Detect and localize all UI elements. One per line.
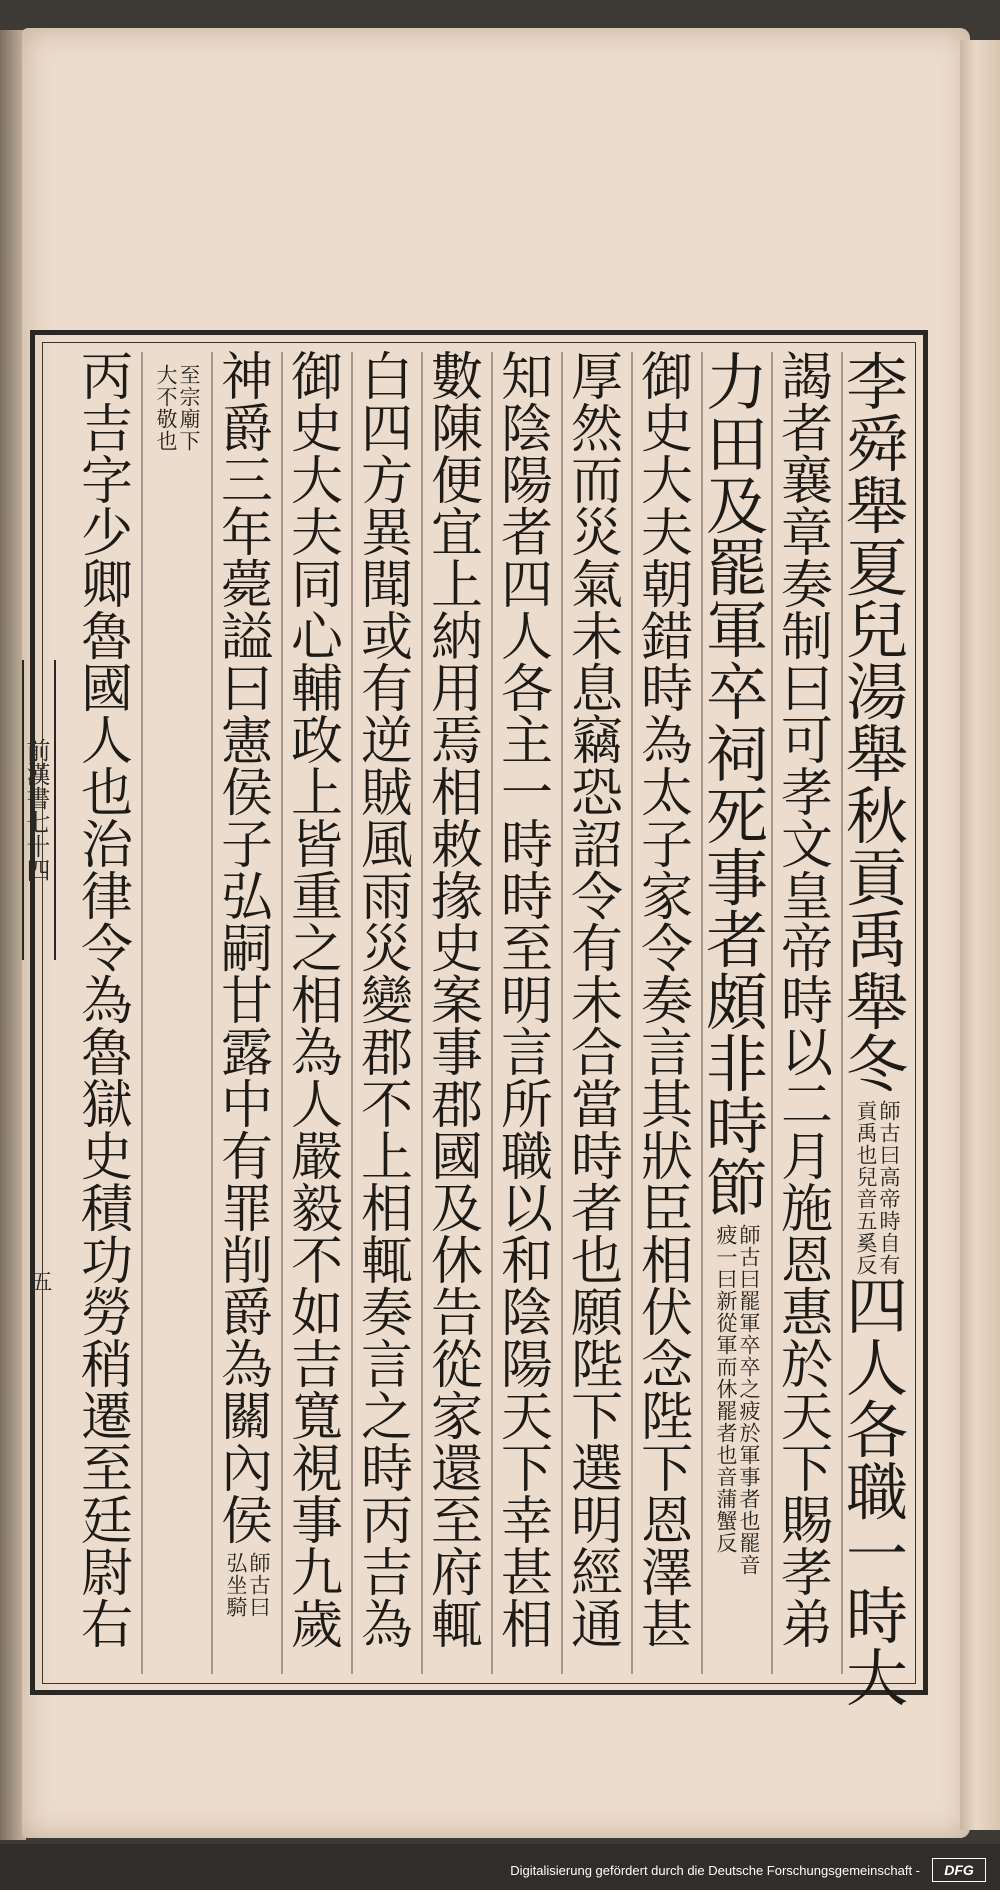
character: 薨 xyxy=(220,556,273,616)
character: 令 xyxy=(80,920,133,980)
character: 時 xyxy=(360,1440,413,1500)
character: 神 xyxy=(220,348,273,408)
dfg-logo: DFG xyxy=(932,1858,986,1882)
character: 息 xyxy=(570,660,623,720)
character: 者 xyxy=(500,504,553,564)
funding-credit: Digitalisierung gefördert durch die Deutsche Forschungsgemeinschaft - xyxy=(510,1863,920,1878)
character: 或 xyxy=(360,608,413,668)
character: 賜 xyxy=(780,1492,833,1552)
character: 甘 xyxy=(220,972,273,1032)
character: 明 xyxy=(500,972,553,1032)
note-line: 貢禹也兒音五奚反 xyxy=(854,1100,878,1276)
character: 選 xyxy=(570,1440,623,1500)
character: 為 xyxy=(640,712,693,772)
character: 相 xyxy=(430,764,483,824)
character: 孝 xyxy=(780,764,833,824)
character: 皇 xyxy=(780,868,833,928)
character: 李 xyxy=(845,346,908,419)
character: 嚴 xyxy=(290,1128,343,1188)
character: 貢 xyxy=(845,842,908,915)
column-rule xyxy=(491,352,493,1674)
character: 不 xyxy=(360,1076,413,1136)
character: 合 xyxy=(570,1024,623,1084)
character: 弟 xyxy=(780,1596,833,1656)
character: 陰 xyxy=(500,400,553,460)
character: 重 xyxy=(290,868,343,928)
character: 明 xyxy=(570,1492,623,1552)
character: 焉 xyxy=(430,712,483,772)
character: 災 xyxy=(570,504,623,564)
character: 人 xyxy=(500,608,553,668)
column-rule xyxy=(771,352,773,1674)
character: 子 xyxy=(220,816,273,876)
character: 氣 xyxy=(570,556,623,616)
character: 有 xyxy=(570,920,623,980)
character: 陛 xyxy=(570,1336,623,1396)
character: 通 xyxy=(570,1596,623,1656)
character: 下 xyxy=(500,1440,553,1500)
character: 子 xyxy=(640,816,693,876)
character: 四 xyxy=(360,400,413,460)
character: 時 xyxy=(640,660,693,720)
character: 以 xyxy=(780,1024,833,1084)
character: 勞 xyxy=(80,1284,133,1344)
character: 輒 xyxy=(430,1596,483,1656)
character: 廷 xyxy=(80,1492,133,1552)
character: 吉 xyxy=(80,400,133,460)
character: 大 xyxy=(290,452,343,512)
character: 襄 xyxy=(780,452,833,512)
character: 史 xyxy=(640,400,693,460)
character: 力 xyxy=(705,346,768,419)
character: 異 xyxy=(360,504,413,564)
character: 侯 xyxy=(220,764,273,824)
character: 竊 xyxy=(570,712,623,772)
character: 字 xyxy=(80,452,133,512)
note-line: 至宗廟下 xyxy=(177,364,201,452)
character: 言 xyxy=(500,1024,553,1084)
character: 為 xyxy=(220,1336,273,1396)
note-line: 疲一曰新從軍而休罷者也音蒲蟹反 xyxy=(714,1224,738,1554)
character: 獄 xyxy=(80,1076,133,1136)
character: 頗 xyxy=(705,966,768,1039)
character: 從 xyxy=(430,1336,483,1396)
text-column xyxy=(142,360,212,1682)
text-column xyxy=(212,348,282,1674)
character: 有 xyxy=(360,660,413,720)
character: 內 xyxy=(220,1440,273,1500)
character: 當 xyxy=(570,1076,623,1136)
character: 相 xyxy=(500,1596,553,1656)
character: 露 xyxy=(220,1024,273,1084)
character: 二 xyxy=(780,1076,833,1136)
character: 令 xyxy=(570,868,623,928)
column-rule xyxy=(701,352,703,1674)
character: 天 xyxy=(500,1388,553,1448)
character: 御 xyxy=(290,348,343,408)
character: 憲 xyxy=(220,712,273,772)
character: 也 xyxy=(80,764,133,824)
character: 時 xyxy=(570,1128,623,1188)
character: 政 xyxy=(290,712,343,772)
character: 職 xyxy=(845,1456,908,1529)
character: 舉 xyxy=(845,966,908,1039)
character: 九 xyxy=(290,1544,343,1604)
interlinear-note xyxy=(225,1552,269,1618)
character: 事 xyxy=(290,1492,343,1552)
character: 可 xyxy=(780,712,833,772)
character: 謁 xyxy=(780,348,833,408)
character: 下 xyxy=(640,1440,693,1500)
character: 事 xyxy=(430,1024,483,1084)
character: 吉 xyxy=(290,1336,343,1396)
character: 至 xyxy=(430,1492,483,1552)
character: 節 xyxy=(705,1152,768,1225)
page-number: 五 xyxy=(27,1270,52,1292)
character: 為 xyxy=(360,1596,413,1656)
character: 少 xyxy=(80,504,133,564)
character: 謚 xyxy=(220,608,273,668)
character: 一 xyxy=(845,1518,908,1591)
character: 者 xyxy=(780,400,833,460)
character: 錯 xyxy=(640,608,693,668)
character: 於 xyxy=(780,1336,833,1396)
character: 雨 xyxy=(360,868,413,928)
character: 孝 xyxy=(780,1544,833,1604)
column-rule xyxy=(281,352,283,1674)
character: 罷 xyxy=(705,532,768,605)
character: 如 xyxy=(290,1284,343,1344)
character: 之 xyxy=(290,920,343,980)
character: 及 xyxy=(430,1180,483,1240)
character: 死 xyxy=(705,780,768,853)
text-column xyxy=(632,348,702,1674)
character: 奏 xyxy=(360,1284,413,1344)
character: 案 xyxy=(430,972,483,1032)
character: 削 xyxy=(220,1232,273,1292)
character: 賊 xyxy=(360,764,413,824)
character: 大 xyxy=(640,452,693,512)
character: 年 xyxy=(220,504,273,564)
character: 田 xyxy=(705,408,768,481)
character: 三 xyxy=(220,452,273,512)
character: 臣 xyxy=(640,1180,693,1240)
character: 御 xyxy=(640,348,693,408)
right-page-edge xyxy=(960,40,1000,1830)
character: 國 xyxy=(430,1128,483,1188)
character: 惠 xyxy=(780,1284,833,1344)
character: 厚 xyxy=(570,348,623,408)
character: 上 xyxy=(290,764,343,824)
character: 詔 xyxy=(570,816,623,876)
character: 皆 xyxy=(290,816,343,876)
character: 罪 xyxy=(220,1180,273,1240)
character: 湯 xyxy=(845,656,908,729)
character: 其 xyxy=(640,1076,693,1136)
character: 軍 xyxy=(705,594,768,667)
text-column xyxy=(702,346,772,1674)
character: 丙 xyxy=(360,1492,413,1552)
character: 爵 xyxy=(220,1284,273,1344)
text-column xyxy=(352,348,422,1674)
character: 功 xyxy=(80,1232,133,1292)
character: 風 xyxy=(360,816,413,876)
character: 者 xyxy=(705,904,768,977)
character: 狀 xyxy=(640,1128,693,1188)
character: 帝 xyxy=(780,920,833,980)
note-line: 弘坐騎 xyxy=(224,1552,248,1618)
character: 律 xyxy=(80,868,133,928)
character: 秋 xyxy=(845,780,908,853)
character: 一 xyxy=(500,764,553,824)
character: 至 xyxy=(500,920,553,980)
text-column xyxy=(842,346,912,1715)
character: 不 xyxy=(290,1232,343,1292)
character: 為 xyxy=(290,1024,343,1084)
character: 恐 xyxy=(570,764,623,824)
column-rule xyxy=(561,352,563,1674)
character: 用 xyxy=(430,660,483,720)
text-column xyxy=(492,348,562,1674)
character: 卒 xyxy=(705,656,768,729)
character: 魯 xyxy=(80,1024,133,1084)
character: 尉 xyxy=(80,1544,133,1604)
character: 主 xyxy=(500,712,553,772)
character: 時 xyxy=(780,972,833,1032)
character: 相 xyxy=(360,1180,413,1240)
character: 太 xyxy=(640,764,693,824)
character: 侯 xyxy=(220,1492,273,1552)
character: 兒 xyxy=(845,594,908,667)
column-rule xyxy=(141,352,143,1674)
character: 月 xyxy=(780,1128,833,1188)
character: 人 xyxy=(80,712,133,772)
character: 嗣 xyxy=(220,920,273,980)
character: 恩 xyxy=(780,1232,833,1292)
character: 逆 xyxy=(360,712,413,772)
character: 寬 xyxy=(290,1388,343,1448)
character: 至 xyxy=(80,1440,133,1500)
footer-bar xyxy=(0,1844,1000,1890)
character: 以 xyxy=(500,1180,553,1240)
character: 澤 xyxy=(640,1544,693,1604)
character: 視 xyxy=(290,1440,343,1500)
interlinear-note xyxy=(715,1224,759,1576)
character: 稍 xyxy=(80,1336,133,1396)
character: 史 xyxy=(430,920,483,980)
margin-title: 前漢書七十四 xyxy=(22,660,56,960)
note-line: 師古曰高帝時自有 xyxy=(877,1100,901,1276)
character: 積 xyxy=(80,1180,133,1240)
character: 治 xyxy=(80,816,133,876)
note-line: 師古曰 xyxy=(247,1552,271,1618)
character: 郡 xyxy=(360,1024,413,1084)
character: 職 xyxy=(500,1128,553,1188)
text-column xyxy=(562,348,632,1674)
character: 奏 xyxy=(780,556,833,616)
character: 夫 xyxy=(290,504,343,564)
character: 國 xyxy=(80,660,133,720)
character: 聞 xyxy=(360,556,413,616)
character: 人 xyxy=(845,1332,908,1405)
character: 丙 xyxy=(80,348,133,408)
character: 舉 xyxy=(845,718,908,791)
character: 各 xyxy=(500,660,553,720)
character: 變 xyxy=(360,972,413,1032)
interlinear-note xyxy=(855,1100,899,1276)
character: 夏 xyxy=(845,532,908,605)
character: 災 xyxy=(360,920,413,980)
interlinear-note xyxy=(155,364,199,452)
character: 陳 xyxy=(430,400,483,460)
text-column xyxy=(422,348,492,1674)
character: 府 xyxy=(430,1544,483,1604)
column-rule xyxy=(841,352,843,1674)
text-column xyxy=(772,348,842,1674)
character: 未 xyxy=(570,608,623,668)
character: 陛 xyxy=(640,1388,693,1448)
character: 章 xyxy=(780,504,833,564)
character: 朝 xyxy=(640,556,693,616)
character: 心 xyxy=(290,608,343,668)
character: 休 xyxy=(430,1232,483,1292)
character: 相 xyxy=(290,972,343,1032)
character: 白 xyxy=(360,348,413,408)
character: 非 xyxy=(705,1028,768,1101)
character: 有 xyxy=(220,1128,273,1188)
character: 陽 xyxy=(500,452,553,512)
character: 言 xyxy=(640,1024,693,1084)
character: 令 xyxy=(640,920,693,980)
character: 陽 xyxy=(500,1336,553,1396)
character: 制 xyxy=(780,608,833,668)
character: 卿 xyxy=(80,556,133,616)
character: 人 xyxy=(290,1076,343,1136)
column-rule xyxy=(631,352,633,1674)
note-line: 大不敬也 xyxy=(154,364,178,452)
character: 言 xyxy=(360,1336,413,1396)
character: 文 xyxy=(780,816,833,876)
character: 便 xyxy=(430,452,483,512)
text-column xyxy=(282,348,352,1674)
character: 上 xyxy=(360,1128,413,1188)
character: 宜 xyxy=(430,504,483,564)
character: 掾 xyxy=(430,868,483,928)
character: 史 xyxy=(290,400,343,460)
character: 時 xyxy=(705,1090,768,1163)
character: 幸 xyxy=(500,1492,553,1552)
character: 奏 xyxy=(640,972,693,1032)
character: 數 xyxy=(430,348,483,408)
character: 為 xyxy=(80,972,133,1032)
character: 下 xyxy=(570,1388,623,1448)
character: 事 xyxy=(705,842,768,915)
character: 郡 xyxy=(430,1076,483,1136)
character: 甚 xyxy=(500,1544,553,1604)
character: 知 xyxy=(500,348,553,408)
character: 時 xyxy=(500,816,553,876)
character: 恩 xyxy=(640,1492,693,1552)
character: 爵 xyxy=(220,400,273,460)
character: 夫 xyxy=(640,504,693,564)
character: 上 xyxy=(430,556,483,616)
character: 告 xyxy=(430,1284,483,1344)
character: 然 xyxy=(570,400,623,460)
character: 下 xyxy=(780,1440,833,1500)
character: 所 xyxy=(500,1076,553,1136)
character: 伏 xyxy=(640,1284,693,1344)
character: 各 xyxy=(845,1394,908,1467)
character: 輒 xyxy=(360,1232,413,1292)
character: 經 xyxy=(570,1544,623,1604)
character: 還 xyxy=(430,1440,483,1500)
character: 冬 xyxy=(845,1028,908,1101)
character: 家 xyxy=(430,1388,483,1448)
character: 曰 xyxy=(780,660,833,720)
character: 歲 xyxy=(290,1596,343,1656)
character: 右 xyxy=(80,1596,133,1656)
character: 施 xyxy=(780,1180,833,1240)
character: 甚 xyxy=(640,1596,693,1656)
character: 念 xyxy=(640,1336,693,1396)
character: 納 xyxy=(430,608,483,668)
character: 之 xyxy=(360,1388,413,1448)
character: 四 xyxy=(500,556,553,616)
character: 和 xyxy=(500,1232,553,1292)
column-rule xyxy=(421,352,423,1674)
character: 天 xyxy=(780,1388,833,1448)
character: 中 xyxy=(220,1076,273,1136)
character: 輔 xyxy=(290,660,343,720)
column-rule xyxy=(211,352,213,1674)
character: 四 xyxy=(845,1270,908,1343)
character: 關 xyxy=(220,1388,273,1448)
character: 舜 xyxy=(845,408,908,481)
character: 同 xyxy=(290,556,343,616)
text-column xyxy=(72,348,142,1674)
character: 者 xyxy=(570,1180,623,1240)
character: 願 xyxy=(570,1284,623,1344)
character: 陰 xyxy=(500,1284,553,1344)
character: 時 xyxy=(500,868,553,928)
column-rule xyxy=(351,352,353,1674)
character: 禹 xyxy=(845,904,908,977)
character: 史 xyxy=(80,1128,133,1188)
character: 舉 xyxy=(845,470,908,543)
character: 也 xyxy=(570,1232,623,1292)
character: 而 xyxy=(570,452,623,512)
character: 大 xyxy=(845,1642,908,1715)
character: 曰 xyxy=(220,660,273,720)
character: 方 xyxy=(360,452,413,512)
character: 家 xyxy=(640,868,693,928)
character: 相 xyxy=(640,1232,693,1292)
character: 遷 xyxy=(80,1388,133,1448)
character: 時 xyxy=(845,1580,908,1653)
character: 敕 xyxy=(430,816,483,876)
character: 吉 xyxy=(360,1544,413,1604)
character: 毅 xyxy=(290,1180,343,1240)
character: 及 xyxy=(705,470,768,543)
character: 弘 xyxy=(220,868,273,928)
character: 未 xyxy=(570,972,623,1032)
character: 祠 xyxy=(705,718,768,791)
character: 魯 xyxy=(80,608,133,668)
note-line: 師古曰罷軍卒卒之疲於軍事者也罷音 xyxy=(737,1224,761,1576)
